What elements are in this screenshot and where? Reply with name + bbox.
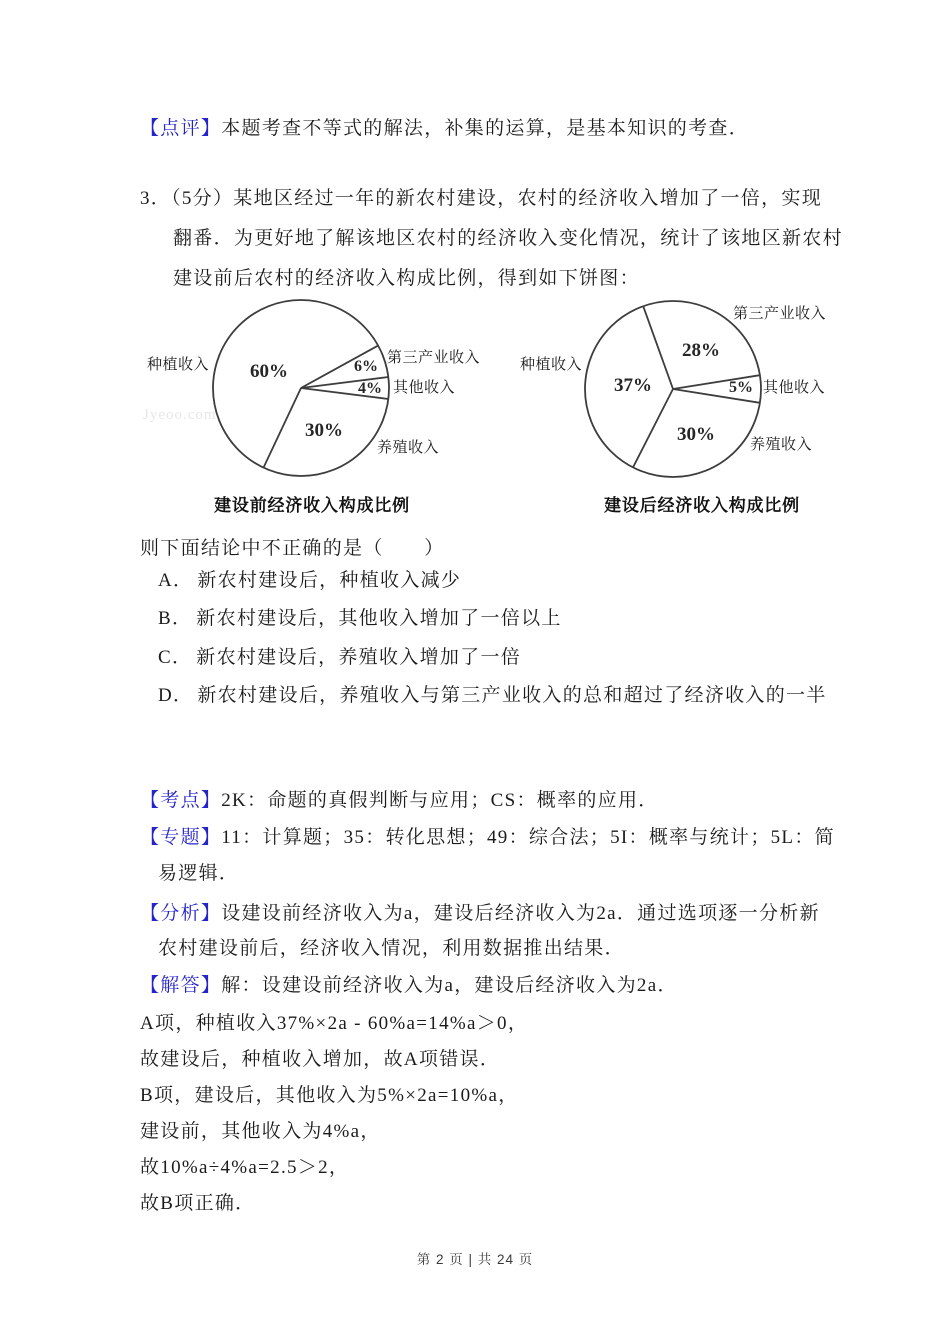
- option-c: [158, 647, 521, 668]
- option-c-label: C．: [158, 647, 193, 668]
- option-a-label: A．: [158, 570, 194, 591]
- pie-before-label-plant: 种植收入: [147, 357, 210, 373]
- solution-text-1: 解：设建设前经济收入为a，建设后经济收入为2a．: [221, 975, 678, 996]
- analysis-text-1: 设建设前经济收入为a，建设后经济收入为2a．通过选项逐一分析新: [221, 903, 820, 924]
- topic-line-1: [140, 827, 835, 848]
- pie-before-caption: 建设前经济收入构成比例: [214, 496, 410, 515]
- solution-tag: 【解答】: [140, 975, 222, 996]
- pie-after-pct-plant: 37%: [614, 375, 652, 396]
- watermark: Jyeoo.com: [143, 407, 217, 423]
- knowledge-tag: 【考点】: [140, 790, 222, 811]
- review-text: 本题考查不等式的解法，补集的运算，是基本知识的考查．: [221, 118, 750, 139]
- pie-after-caption: 建设后经济收入构成比例: [604, 496, 800, 515]
- pie-after-boundary-plant-breed: [633, 389, 673, 467]
- option-a: [158, 570, 461, 591]
- pie-before-pct-other: 4%: [358, 380, 382, 397]
- knowledge-line: [140, 790, 659, 811]
- topic-tag: 【专题】: [140, 827, 222, 848]
- solution-step-5: 故10%a÷4%a=2.5＞2，: [140, 1157, 350, 1178]
- solution-step-1: A项，种植收入37%×2a - 60%a=14%a＞0，: [140, 1013, 529, 1034]
- pie-after-pct-breed: 30%: [677, 424, 715, 445]
- pie-after-label-other: 其他收入: [763, 380, 826, 396]
- analysis-line-2: 农村建设前后，经济收入情况，利用数据推出结果．: [158, 938, 625, 959]
- pie-after-label-plant: 种植收入: [520, 357, 583, 373]
- option-d: [158, 685, 827, 706]
- page-footer: [0, 1248, 950, 1268]
- option-b-text: 新农村建设后，其他收入增加了一倍以上: [196, 608, 562, 629]
- footer-page-number: 第 2 页: [416, 1252, 464, 1267]
- pie-before-label-third: 第三产业收入: [387, 350, 481, 366]
- pie-before-pct-breed: 30%: [305, 420, 343, 441]
- pie-before-pct-plant: 60%: [250, 361, 288, 382]
- analysis-tag: 【分析】: [140, 903, 222, 924]
- pie-after-label-breed: 养殖收入: [750, 437, 813, 453]
- pie-before-pct-third: 6%: [354, 358, 378, 375]
- option-d-label: D．: [158, 685, 194, 706]
- question-line-1: 3．（5分）某地区经过一年的新农村建设，农村的经济收入增加了一倍，实现: [140, 188, 823, 209]
- option-b: [158, 608, 562, 629]
- question-line-3: 建设前后农村的经济收入构成比例，得到如下饼图：: [173, 268, 640, 289]
- topic-line-2: 易逻辑．: [158, 863, 240, 884]
- question-line-2: 翻番．为更好地了解该地区农村的经济收入变化情况，统计了该地区新农村: [173, 228, 843, 249]
- solution-step-2: 故建设后，种植收入增加，故A项错误．: [140, 1049, 501, 1070]
- footer-total-pages: 共 24 页: [477, 1252, 534, 1267]
- option-d-text: 新农村建设后，养殖收入与第三产业收入的总和超过了经济收入的一半: [197, 685, 827, 706]
- question-prompt: 则下面结论中不正确的是（ ）: [140, 538, 445, 559]
- solution-step-6: 故B项正确．: [140, 1193, 256, 1214]
- pie-after-pct-other: 5%: [729, 379, 753, 396]
- pie-before-boundary-plant-breed: [264, 388, 302, 468]
- review-tag: 【点评】: [140, 118, 222, 139]
- solution-line-1: [140, 975, 678, 996]
- knowledge-text: 2K：命题的真假判断与应用；CS：概率的应用．: [221, 790, 659, 811]
- footer-separator: |: [468, 1252, 473, 1267]
- solution-step-4: 建设前，其他收入为4%a，: [140, 1121, 381, 1142]
- pie-before-label-other: 其他收入: [393, 380, 456, 396]
- pie-before-label-breed: 养殖收入: [377, 440, 440, 456]
- option-c-text: 新农村建设后，养殖收入增加了一倍: [196, 647, 522, 668]
- option-a-text: 新农村建设后，种植收入减少: [197, 570, 462, 591]
- solution-step-3: B项，建设后，其他收入为5%×2a=10%a，: [140, 1085, 519, 1106]
- option-b-label: B．: [158, 608, 193, 629]
- topic-text-1: 11：计算题；35：转化思想；49：综合法；5I：概率与统计；5L：简: [221, 827, 835, 848]
- pie-after-pct-third: 28%: [682, 340, 720, 361]
- review-line: [140, 118, 749, 139]
- analysis-line-1: [140, 903, 820, 924]
- pie-after-label-third: 第三产业收入: [733, 306, 827, 322]
